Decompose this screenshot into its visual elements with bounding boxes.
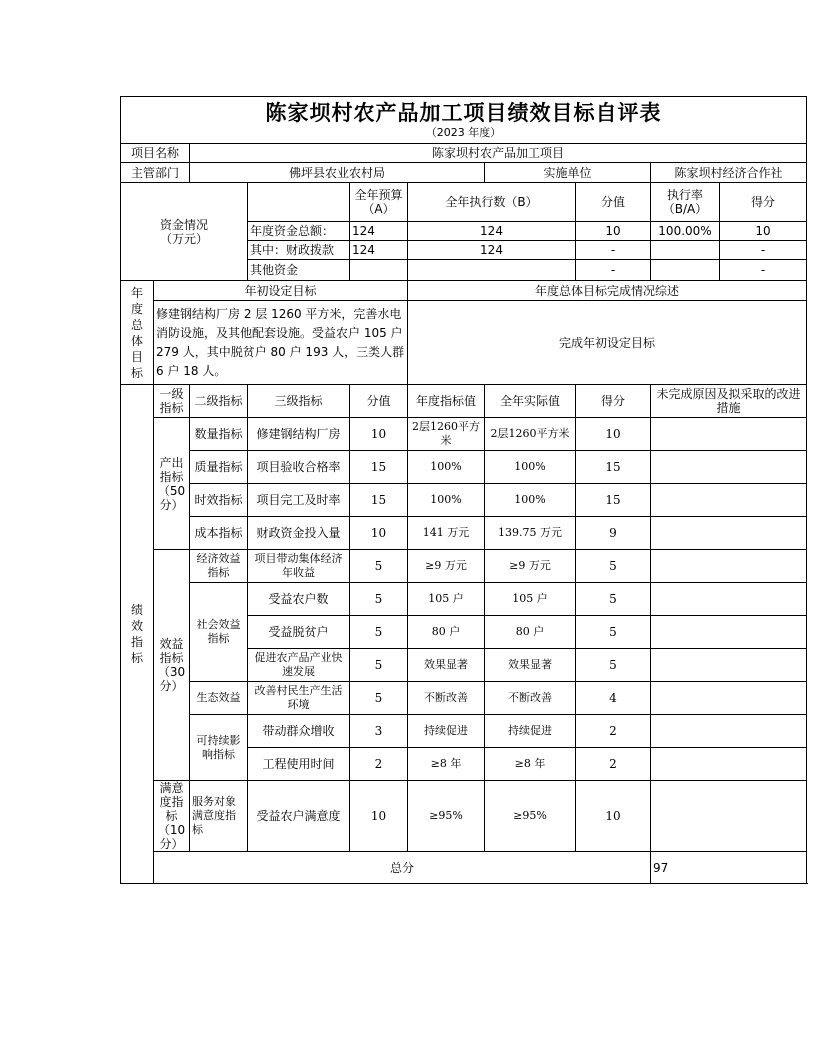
done-summary-header: 年度总体目标完成情况综述 [408, 281, 807, 301]
funds-label: 资金情况 （万元） [121, 183, 248, 281]
perf-header-l2: 二级指标 [190, 385, 248, 418]
indicator-actual: ≥8 年 [485, 748, 576, 781]
funds-row-executed: 124 [408, 241, 576, 260]
done-summary-text: 完成年初设定目标 [408, 301, 807, 385]
indicator-actual: 2层1260平方米 [485, 418, 576, 451]
indicator-score-value: 15 [350, 451, 408, 484]
indicator-l2: 可持续影响指标 [190, 715, 248, 781]
indicator-reason [651, 715, 807, 748]
indicator-score: 9 [576, 517, 651, 550]
indicator-score-value: 5 [350, 616, 408, 649]
indicator-reason [651, 781, 807, 852]
perf-header-target: 年度指标值 [408, 385, 485, 418]
indicator-l2: 生态效益 [190, 682, 248, 715]
indicator-reason [651, 484, 807, 517]
funds-row-rate [651, 241, 720, 260]
funds-header-rate: 执行率（B/A） [651, 183, 720, 222]
indicator-reason [651, 583, 807, 616]
indicator-l3: 带动群众增收 [248, 715, 350, 748]
perf-header-l3: 三级指标 [248, 385, 350, 418]
funds-row-score: - [720, 260, 807, 281]
indicator-actual: 100% [485, 484, 576, 517]
funds-row-score: 10 [720, 222, 807, 241]
indicator-l3: 受益农户数 [248, 583, 350, 616]
indicator-reason [651, 649, 807, 682]
funds-row-score-value: 10 [576, 222, 651, 241]
indicator-target: 持续促进 [408, 715, 485, 748]
perf-header-reason: 未完成原因及拟采取的改进措施 [651, 385, 807, 418]
funds-row-score: - [720, 241, 807, 260]
page-title: 陈家坝村农产品加工项目绩效目标自评表 [265, 100, 662, 125]
overall-goal-label [121, 281, 154, 385]
indicator-l3: 改善村民生产生活环境 [248, 682, 350, 715]
indicator-score-value: 3 [350, 715, 408, 748]
set-goal-text: 修建钢结构厂房 2 层 1260 平方米，完善水电消防设施，及其他配套设施。受益农户 105 户 279 人，其中脱贫户 80 户 193 人，三类人群 6 户 18 人。 [154, 301, 408, 385]
indicator-actual: 80 户 [485, 616, 576, 649]
funds-row-score-value: - [576, 241, 651, 260]
indicator-l3: 受益农户满意度 [248, 781, 350, 852]
indicator-score-value: 5 [350, 649, 408, 682]
indicator-score: 4 [576, 682, 651, 715]
funds-header-blank [248, 183, 350, 222]
indicator-l3: 项目带动集体经济年收益 [248, 550, 350, 583]
indicator-actual: 持续促进 [485, 715, 576, 748]
indicator-target: 2层1260平方米 [408, 418, 485, 451]
indicator-l3: 修建钢结构厂房 [248, 418, 350, 451]
perf-header-score: 得分 [576, 385, 651, 418]
perf-header-actual: 全年实际值 [485, 385, 576, 418]
indicator-score-value: 10 [350, 781, 408, 852]
dept-label: 主管部门 [121, 163, 190, 183]
indicator-score: 5 [576, 616, 651, 649]
indicator-reason [651, 682, 807, 715]
indicator-target: ≥9 万元 [408, 550, 485, 583]
indicator-l2: 社会效益指标 [190, 583, 248, 682]
project-name-label: 项目名称 [121, 144, 190, 163]
perf-header-score-value: 分值 [350, 385, 408, 418]
indicator-target: ≥95% [408, 781, 485, 852]
funds-row-budget: 124 [350, 222, 408, 241]
indicator-score: 2 [576, 748, 651, 781]
indicator-reason [651, 748, 807, 781]
funds-header-score-value: 分值 [576, 183, 651, 222]
funds-row-name: 年度资金总额： [248, 222, 350, 241]
overall-goal-label-text: 年度总体目标 [130, 285, 143, 380]
perf-label [121, 385, 154, 884]
indicator-score: 5 [576, 649, 651, 682]
indicator-score: 10 [576, 418, 651, 451]
indicator-score: 2 [576, 715, 651, 748]
indicator-l2: 时效指标 [190, 484, 248, 517]
satisfaction-indicator-label: 满意度指标（10分） [154, 781, 190, 852]
indicator-target: 80 户 [408, 616, 485, 649]
total-label: 总分 [154, 852, 651, 884]
indicator-l2: 成本指标 [190, 517, 248, 550]
indicator-reason [651, 616, 807, 649]
indicator-score-value: 5 [350, 682, 408, 715]
indicator-l2: 质量指标 [190, 451, 248, 484]
funds-row-name: 其中：财政拨款 [248, 241, 350, 260]
funds-row-budget [350, 260, 408, 281]
indicator-score-value: 2 [350, 748, 408, 781]
indicator-l2: 服务对象满意度指标 [190, 781, 248, 852]
project-name-value: 陈家坝村农产品加工项目 [190, 144, 807, 163]
indicator-target: 效果显著 [408, 649, 485, 682]
funds-row-rate [651, 260, 720, 281]
indicator-l3: 促进农产品产业快速发展 [248, 649, 350, 682]
dept-value: 佛坪县农业农村局 [190, 163, 485, 183]
indicator-l3: 受益脱贫户 [248, 616, 350, 649]
indicator-score: 5 [576, 550, 651, 583]
indicator-target: 141 万元 [408, 517, 485, 550]
indicator-reason [651, 517, 807, 550]
indicator-actual: 139.75 万元 [485, 517, 576, 550]
indicator-l2: 经济效益指标 [190, 550, 248, 583]
indicator-score: 15 [576, 484, 651, 517]
indicator-actual: 100% [485, 451, 576, 484]
indicator-target: 不断改善 [408, 682, 485, 715]
indicator-score: 15 [576, 451, 651, 484]
indicator-score-value: 15 [350, 484, 408, 517]
indicator-target: ≥8 年 [408, 748, 485, 781]
perf-label-text: 绩效指标 [130, 603, 143, 665]
funds-header-executed: 全年执行数（B） [408, 183, 576, 222]
funds-row-executed [408, 260, 576, 281]
title-cell [121, 97, 807, 144]
indicator-l3: 工程使用时间 [248, 748, 350, 781]
funds-header-score: 得分 [720, 183, 807, 222]
indicator-score-value: 5 [350, 583, 408, 616]
total-score: 97 [651, 852, 807, 884]
indicator-l3: 项目验收合格率 [248, 451, 350, 484]
indicator-score: 5 [576, 583, 651, 616]
perf-header-l1: 一级指标 [154, 385, 190, 418]
indicator-actual: ≥95% [485, 781, 576, 852]
output-indicator-label: 产出指标（50分） [154, 418, 190, 550]
indicator-actual: 不断改善 [485, 682, 576, 715]
indicator-l3: 财政资金投入量 [248, 517, 350, 550]
funds-row-rate: 100.00% [651, 222, 720, 241]
indicator-l2: 数量指标 [190, 418, 248, 451]
indicator-actual: 105 户 [485, 583, 576, 616]
funds-row-executed: 124 [408, 222, 576, 241]
impl-unit-label: 实施单位 [485, 163, 651, 183]
indicator-actual: ≥9 万元 [485, 550, 576, 583]
indicator-target: 105 户 [408, 583, 485, 616]
indicator-reason [651, 418, 807, 451]
indicator-score: 10 [576, 781, 651, 852]
set-goal-header: 年初设定目标 [154, 281, 408, 301]
benefit-indicator-label: 效益指标（30分） [154, 550, 190, 781]
funds-row-score-value: - [576, 260, 651, 281]
indicator-score-value: 10 [350, 418, 408, 451]
impl-unit-value: 陈家坝村经济合作社 [651, 163, 807, 183]
funds-row-budget: 124 [350, 241, 408, 260]
indicator-reason [651, 451, 807, 484]
indicator-target: 100% [408, 484, 485, 517]
indicator-target: 100% [408, 451, 485, 484]
indicator-actual: 效果显著 [485, 649, 576, 682]
indicator-score-value: 10 [350, 517, 408, 550]
indicator-l3: 项目完工及时率 [248, 484, 350, 517]
year-subtitle: （2023 年度） [425, 126, 502, 139]
funds-header-budget: 全年预算（A） [350, 183, 408, 222]
evaluation-table [120, 96, 807, 884]
indicator-reason [651, 550, 807, 583]
indicator-score-value: 5 [350, 550, 408, 583]
funds-row-name: 其他资金 [248, 260, 350, 281]
